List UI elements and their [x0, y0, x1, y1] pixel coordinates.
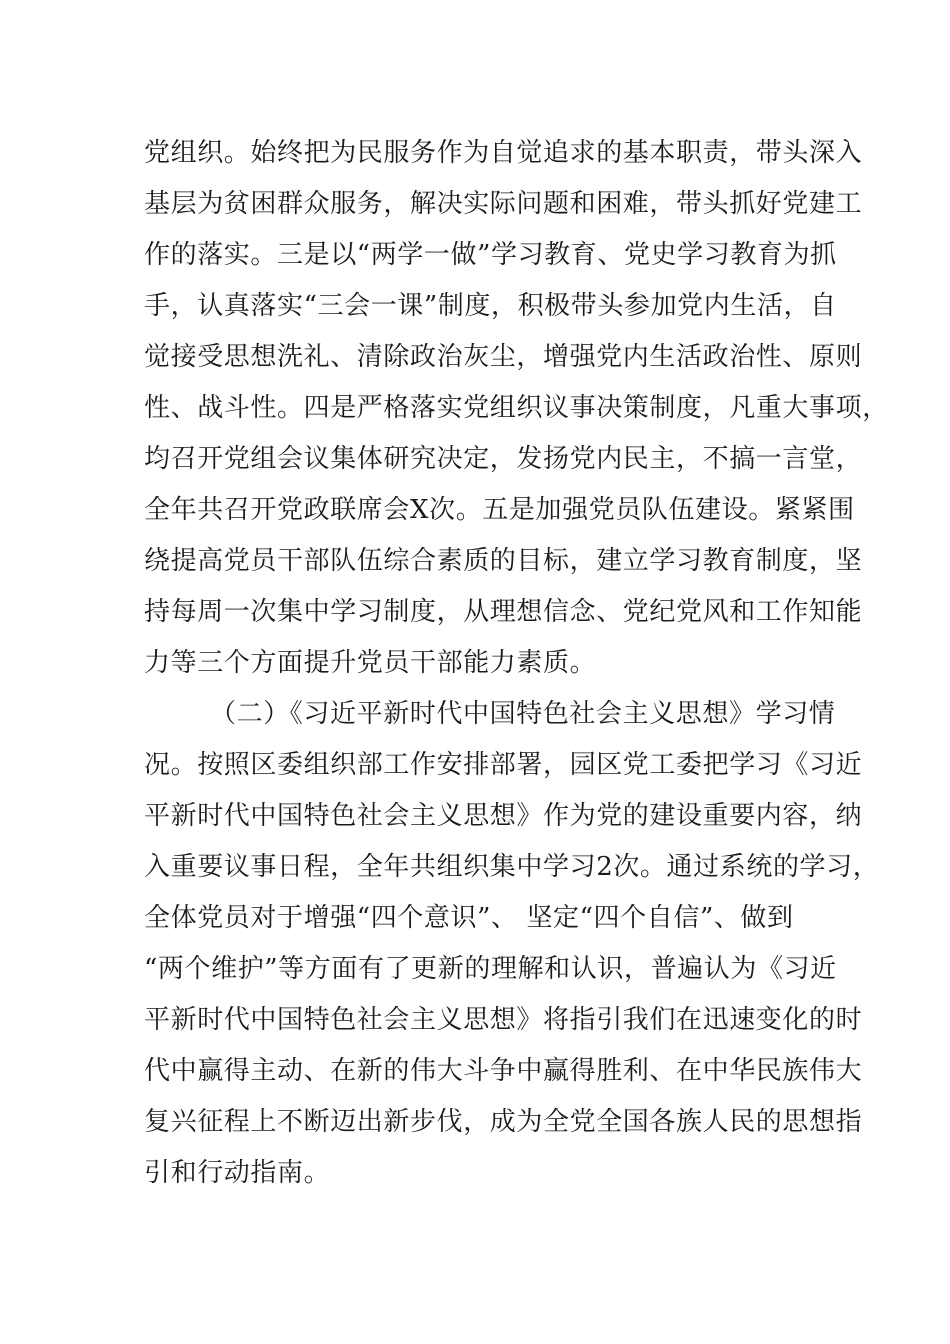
paragraph-2-line: 引和行动指南。: [144, 1158, 331, 1188]
paragraph-1-line: 力等三个方面提升党员干部能力素质。: [144, 648, 597, 678]
paragraph-1-line: 手，认真落实“三会一课”制度，积极带头参加党内生活，自: [144, 291, 837, 321]
paragraph-1-line: 绕提高党员干部队伍综合素质的目标，建立学习教育制度，坚: [144, 546, 863, 576]
paragraph-2-line: 平新时代中国特色社会主义思想》将指引我们在迅速变化的时: [144, 1005, 863, 1035]
paragraph-2-line: 全体党员对于增强“四个意识”、 坚定“四个自信”、做到: [144, 903, 794, 933]
paragraph-2-line: “两个维护”等方面有了更新的理解和认识，普遍认为《习近: [144, 954, 837, 984]
paragraph-1-line: 党组织。始终把为民服务作为自觉追求的基本职责，带头深入: [144, 138, 863, 168]
paragraph-1-line: 作的落实。三是以“两学一做”学习教育、党史学习教育为抓: [144, 240, 837, 270]
paragraph-2-line: 平新时代中国特色社会主义思想》作为党的建设重要内容，纳: [144, 801, 863, 831]
paragraph-2-line: 代中赢得主动、在新的伟大斗争中赢得胜利、在中华民族伟大: [144, 1056, 863, 1086]
paragraph-2-heading-line: （二）《习近平新时代中国特色社会主义思想》学习情: [210, 699, 836, 729]
paragraph-1-line: 持每周一次集中学习制度，从理想信念、党纪党风和工作知能: [144, 597, 863, 627]
paragraph-1-line: 觉接受思想洗礼、清除政治灰尘，增强党内生活政治性、原则: [144, 342, 863, 372]
paragraph-1-line: 性、战斗性。四是严格落实党组织议事决策制度，凡重大事项，: [144, 393, 889, 423]
paragraph-2-line: 入重要议事日程，全年共组织集中学习2次。通过系统的学习，: [144, 852, 880, 882]
paragraph-2-line: 况。按照区委组织部工作安排部署，园区党工委把学习《习近: [144, 750, 863, 780]
paragraph-1-line: 全年共召开党政联席会X次。五是加强党员队伍建设。紧紧围: [144, 495, 855, 525]
paragraph-2-line: 复兴征程上不断迈出新步伐，成为全党全国各族人民的思想指: [144, 1107, 863, 1137]
paragraph-1-line: 均召开党组会议集体研究决定，发扬党内民主，不搞一言堂，: [144, 444, 863, 474]
paragraph-1-line: 基层为贫困群众服务，解决实际问题和困难，带头抓好党建工: [144, 189, 863, 219]
